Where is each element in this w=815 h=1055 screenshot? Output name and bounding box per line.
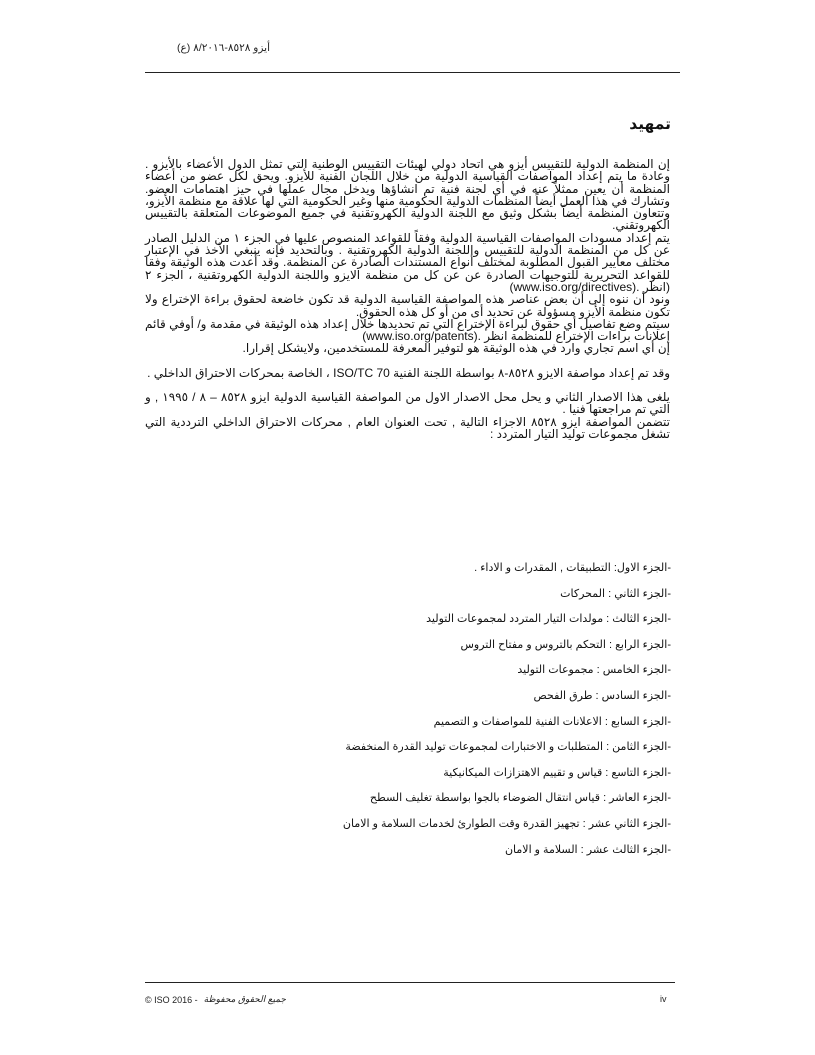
paragraph-drafting-rules-text: يتم إعداد مسودات المواصفات القياسية الدولية وفقاً للقواعد المنصوص عليها في الجزء ١ من الدليل الصادر عن كل من المنظمة الدولية للتقييس واللجنة الدولية الكهروتقنية . وبالتحديد فإنه ينبغي الأخذ في الإعتبار مختلف معايير القبول المطلوبة لمختلف أنواع المستندات الصادرة عن المنظمة. وقد أعدت هذه الوثيقة وفقا للقواعد التحريرية للتوجيهات الصادرة عن عن كل من منظمة الايزو واللجنة الدولية الكهروتقنية ، الجزء ٢ (انظر [145,230,670,294]
list-item: -الجزء الخامس : مجموعات التوليد [517,664,671,677]
directives-link[interactable]: (www.iso.org/directives). [509,279,640,294]
paragraph-trade-names: إن أي اسم تجاري وارد في هذه الوثيقة هو لتوفير المعرفة للمستخدمين، ولايشكل إقرارا. [242,341,670,356]
technical-committee-code: ISO/TC 70 [333,365,390,380]
list-item: -الجزء الثاني عشر : تجهيز القدرة وقت الطوارئ لخدمات السلامة و الامان [342,817,671,830]
list-item: -الجزء السابع : الاعلانات الفنية للمواصفات و التصميم [433,715,671,728]
paragraph-iso-intro: إن المنظمة الدولية للتقييس أيزو هي اتحاد دولي لهيئات التقييس الوطنية التي تمثل الدول الأعضاء بالأيزو . وعادة ما يتم إعداد المواصفات القياسية الدولية من خلال اللجان الفنية للأيزو. ويحق لكل عضو من أعضاء المنظمة أن يعين ممثلاً عنه في أي لجنة فنية تم انشاؤها ويدخل مجال عملها في حيز اهتمامات العضو. وتشارك في هذا العمل أيضاً المنظمات الدولية الحكومية منها وغير الحكومية التي لها علاقة مع منظمة الأيزو، وتتعاون المنظمة أيضاً بشكل وثيق مع اللجنة الدولية الكهروتقنية في جميع الموضوعات المتعلقة بالتقييس الكهروتقني. [145,157,670,233]
foreword-body [145,158,670,440]
paragraph-drafting-rules [145,232,670,293]
list-item: -الجزء السادس : طرق الفحص [533,689,671,702]
footer-rule [145,982,675,983]
footer-copyright [145,994,286,1005]
paragraph-patent-details-text: سيتم وضع تفاصيل أي حقوق لبراءة الإختراع التي تم تحديدها خلال إعداد هذه الوثيقة في مقدمة و/ أوفي قائم إعلانات براءات الإختراع للمنظمة انظر [145,316,670,344]
list-item: -الجزء الثاني : المحركات [560,587,671,600]
copyright-text: © ISO 2016 - [145,994,198,1005]
list-item: -الجزء الاول: التطبيقات , المقدرات و الاداء . [474,562,671,574]
list-item: -الجزء الرابع : التحكم بالتروس و مفتاح التروس [460,638,671,651]
document-reference: أيزو ٨٥٢٨-٨/٢٠١٦ (ع) [177,42,270,54]
list-item: -الجزء الثالث عشر : السلامة و الامان [504,843,671,856]
list-item: -الجزء الثالث : مولدات التيار المتردد لمجموعات التوليد [426,613,671,626]
paragraph-patent-details [145,318,670,343]
paragraph-committee [145,367,670,379]
parts-list [146,561,671,868]
page-number: iv [660,994,667,1004]
rights-reserved-text: جميع الحقوق محفوظة [203,994,286,1004]
list-item: -الجزء التاسع : قياس و تقييم الاهتزازات الميكانيكية [443,766,671,779]
list-item: -الجزء الثامن : المتطلبات و الاختبارات لمجموعات توليد القدرة المنخفضة [345,741,671,754]
header-rule [145,72,680,73]
paragraph-edition: يلغى هذا الاصدار الثاني و يحل محل الاصدار الاول من المواصفة القياسية الدولية ايزو ٨٥٢٨ – ٨ / ١٩٩٥ , و التي تم مراجعتها فنيا . [145,390,671,417]
paragraph-committee-text-b: ، الخاصة بمحركات الاحتراق الداخلي . [147,365,330,380]
patents-link[interactable]: (www.iso.org/patents). [362,329,481,344]
list-item: -الجزء العاشر : قياس انتقال الضوضاء بالجوا بواسطة تغليف السطح [369,792,671,805]
page-title: تمهيد [629,116,671,133]
paragraph-parts-intro: تتضمن المواصفة ايزو ٨٥٢٨ الاجزاء التالية , تحت العنوان العام , محركات الاحتراق الداخلي الترددية التي تشغل مجموعات توليد التيار المتردد : [145,414,671,441]
paragraph-patent-notice: ونود أن ننوه إلى أن بعض عناصر هذه المواصفة القياسية الدولية قد تكون خاضعة لحقوق براءة الإختراع ولا تكون منظمة الأيزو مسؤولة عن تحديد أى من أو كل هذه الحقوق. [145,292,670,319]
paragraph-committee-text-a: وقد تم إعداد مواصفة الايزو ٨٥٢٨-٨ بواسطة اللجنة الفنية [393,365,670,380]
